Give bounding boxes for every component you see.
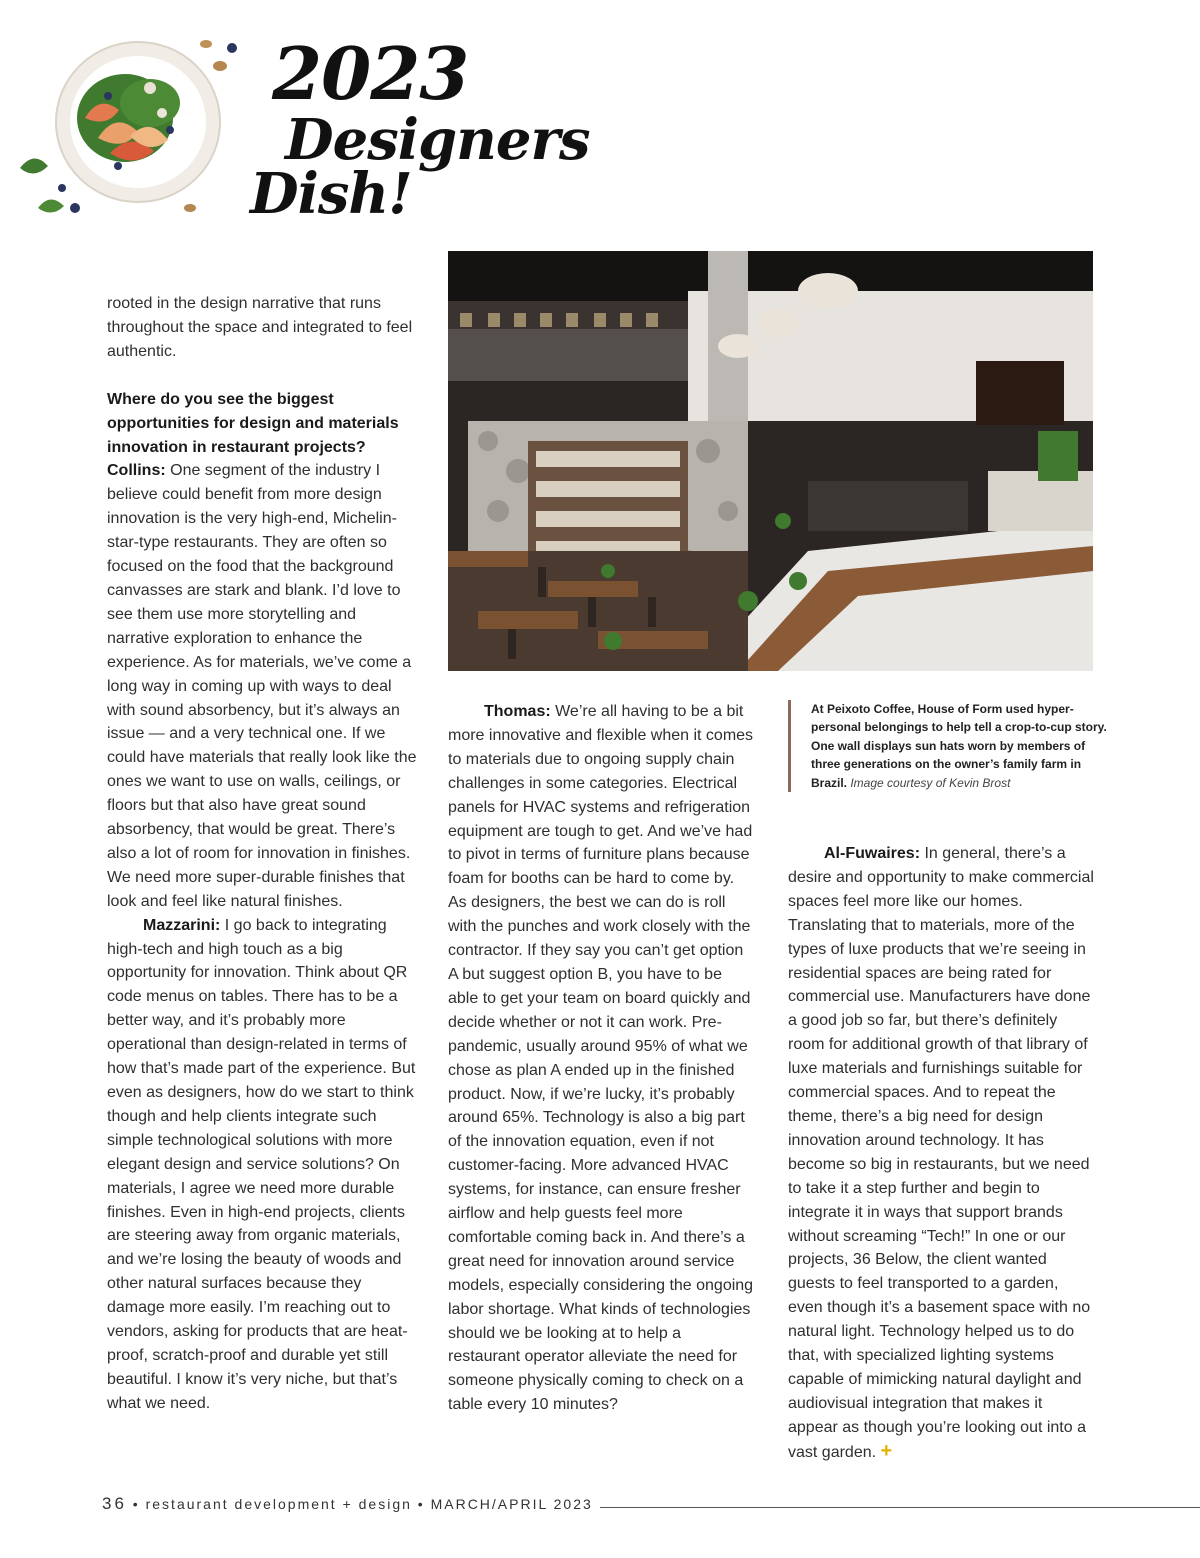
answer-text: We’re all having to be a bit more innovative and flexible when it comes to materials due to ongoing supply chain challenges in some categories. Electrical panels for HVAC systems and refrigeration equipment are tough to get. And we’ve had to pivot in terms of furniture plans because foam for booths can be hard to come by. As designers, the best we can do is roll with the punches and work closely with the contractor. If they say you can’t get option A but suggest option B, you have to be able to get your team on board quickly and decide whether or not it can work. Pre-pandemic, usually around 95% of what we chose as plan A ended up in the finished product. Now, if we’re lucky, it’s probably around 65%. Technology is also a big part of the innovation equation, even if not customer-facing. More advanced HVAC systems, for instance, can ensure fresher airflow and help guests feel more comfortable coming back in. And there’s a great need for innovation around service models, especially considering the ongoing labor shortage. What kinds of technologies should we be looking at to help a restaurant operator alleviate the need for someone physically coming to check on a table every 10 minutes?: [448, 703, 754, 1414]
page-number: 36: [102, 1494, 127, 1513]
interview-question: Where do you see the biggest opportunities for design and materials innovation in restaurant projects?: [107, 390, 399, 456]
photo-caption: [788, 700, 1111, 792]
title-year: 2023: [272, 31, 469, 116]
page-footer: [102, 1494, 593, 1514]
speaker-name: Collins:: [107, 462, 166, 480]
speaker-name: Mazzarini:: [143, 916, 221, 934]
answer-paragraph: [788, 842, 1094, 1465]
article-column-2: [448, 700, 754, 1417]
title-dish: Dish!: [250, 161, 412, 227]
article-column-3: [788, 842, 1094, 1465]
caption-text: At Peixoto Coffee, House of Form used hyper-personal belongings to help tell a crop-to-cup story. One wall displays sun hats worn by members of three generations on the owner’s family farm in Brazil.: [811, 702, 1107, 790]
title-designers: Designers: [285, 107, 590, 173]
answer-text: One segment of the industry I believe could benefit from more design innovation is the very high-end, Michelin-star-type restaurants. They are often so focused on the food that the background canvasses are stark and blank. I’d love to see them use more storytelling and narrative exploration to enhance the experience. As for materials, we’ve come a long way in coming up with ways to deal with sound absorbency, but it’s always an issue — and a very technical one. If we could have materials that really look like the ones we want to use on walls, ceilings, or floors but that also have great sound absorbency, that would be great. There’s also a lot of room for innovation in finishes. We need more super-durable finishes that look and feel like natural finishes.: [107, 462, 417, 910]
answer-text: In general, there’s a desire and opportunity to make commercial spaces feel more like our homes. Translating that to materials, more of the types of luxe products that we’re seeing in residential spaces are being rated for commercial use. Manufacturers have done a good job so far, but there’s definitely room for additional growth of that library of luxe materials and furnishings suitable for commercial spaces. And to repeat the theme, there’s a big need for design innovation around technology. It has become so big in restaurants, but we need to take it a step further and begin to integrate it in ways that support brands without screaming “Tech!” In one or our projects, 36 Below, the client wanted guests to feel transported to a garden, even though it’s a basement space with no natural light. Technology helped us to do that, with specialized lighting systems capable of mimicking natural daylight and audiovisual integration that makes it appear as though you’re looking out into a vast garden.: [788, 845, 1094, 1461]
caption-credit: Image courtesy of Kevin Brost: [847, 775, 1011, 790]
speaker-name: Al-Fuwaires:: [824, 845, 921, 862]
restaurant-interior-photo: [448, 251, 1093, 671]
salad-bowl-illustration: [10, 18, 260, 228]
paragraph: rooted in the design narrative that runs throughout the space and integrated to feel authentic.: [107, 295, 413, 360]
end-of-article-mark: +: [880, 1439, 893, 1462]
answer-text: I go back to integrating high-tech and high touch as a big opportunity for innovation. Think about QR code menus on tables. There has to be a better way, and it’s probably more operational than design-related in terms of how that’s made part of the experience. But even as designers, how do we start to think though and help clients integrate such simple technological solutions with more elegant design and service solutions? On materials, I agree we need more durable finishes. Even in high-end projects, clients are steering away from organic materials, and we’re losing the beauty of woods and other natural surfaces because they damage more easily. I’m reaching out to vendors, asking for products that are heat-proof, scratch-proof and durable yet still beautiful. I know it’s very niche, but that’s what we need.: [107, 916, 416, 1412]
footer-rule: [600, 1507, 1200, 1508]
speaker-name: Thomas:: [484, 703, 551, 720]
answer-paragraph: [107, 914, 417, 1416]
footer-publication: • restaurant development + design • MARCH/APRIL 2023: [126, 1496, 593, 1512]
answer-paragraph: [107, 459, 417, 913]
article-column-1: [107, 292, 417, 1416]
answer-paragraph: [448, 700, 754, 1417]
